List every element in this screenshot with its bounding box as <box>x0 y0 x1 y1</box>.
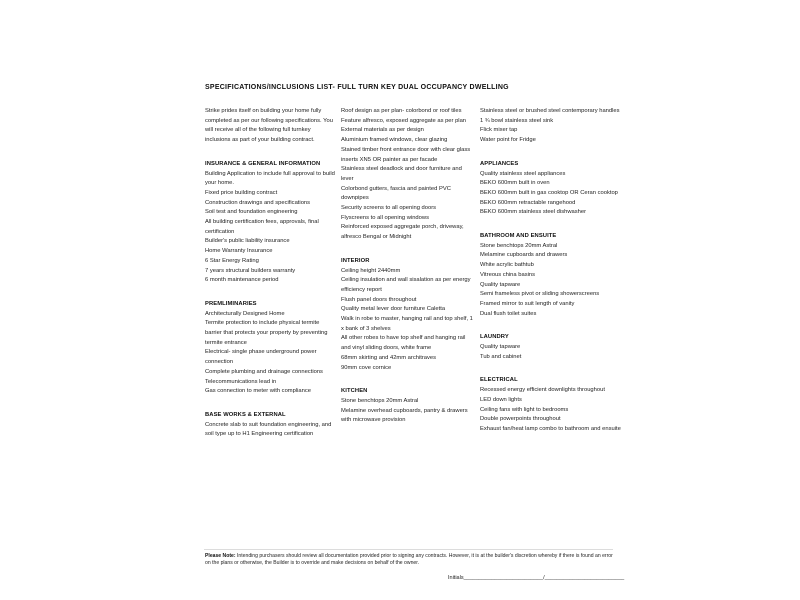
initials-blank-2[interactable]: __________________________ <box>544 575 625 581</box>
section-heading: PREMLIMINARIES <box>205 300 257 307</box>
list-item: Framed mirror to suit length of vanity <box>480 300 575 307</box>
list-item: Tub and cabinet <box>480 353 522 360</box>
list-item: Vitreous china basins <box>480 271 535 278</box>
list-item: Stone benchtops 20mm Astral <box>480 242 558 249</box>
initials-separator: / <box>543 575 545 581</box>
section-heading: BATHROOM AND ENSUITE <box>480 233 557 240</box>
list-item: Quality stainless steel appliances <box>480 170 566 177</box>
column-2 <box>341 107 480 426</box>
list-item: Aluminium framed windows, clear glazing <box>341 137 448 144</box>
list-item: Stone benchtops 20mm Astral <box>341 397 419 404</box>
section <box>341 107 480 243</box>
list-item: Colorbond gutters, fascia and painted PVC downpipes <box>341 185 451 202</box>
list-item: Strike prides itself on building your home fully completed as per our following specifications. You will receive all of the following full turnkey inclusions as part of your building contract. <box>205 108 333 144</box>
list-item: BEKO 600mm retractable rangehood <box>480 199 576 206</box>
list-item: Semi frameless pivot or sliding showerscreens <box>480 291 600 298</box>
section-heading: BASE WORKS & EXTERNAL <box>205 411 286 418</box>
section-heading: INSURANCE & GENERAL INFORMATION <box>205 160 321 167</box>
list-item: External materials as per design <box>341 127 424 134</box>
list-item: Double powerpoints throughout <box>480 416 561 423</box>
list-item: Stainless steel deadlock and door furniture and lever <box>341 166 462 182</box>
list-item: Flush panel doors throughout <box>341 296 417 303</box>
list-item: Walk in robe to master, hanging rail and top shelf, 1 x bank of 3 shelves <box>341 316 473 332</box>
section <box>341 257 480 373</box>
list-item: BEKO 600mm stainless steel dishwasher <box>480 209 586 216</box>
page-title: SPECIFICATIONS/INCLUSIONS LIST- FULL TURN KEY DUAL OCCUPANCY DWELLING <box>205 84 509 91</box>
list-item: Reinforced exposed aggregate porch, driveway, alfresco Bengal or Midnight <box>341 224 464 241</box>
list-item: Construction drawings and specifications <box>205 199 311 206</box>
list-item: Architecturally Designed Home <box>205 310 285 317</box>
list-item: Termite protection to include physical termite barrier that protects your property by preventing termite entrance <box>205 320 328 346</box>
list-item: 6 Star Energy Rating <box>205 257 259 264</box>
list-item: Quality metal lever door furniture Caletta <box>341 306 446 313</box>
section <box>480 107 627 146</box>
section <box>205 411 341 440</box>
list-item: BEKO 600mm built in oven <box>480 180 550 187</box>
list-item: Dual flush toilet suites <box>480 310 537 317</box>
section-heading: LAUNDRY <box>480 334 509 341</box>
initials-row <box>448 574 624 582</box>
list-item: Feature alfresco, exposed aggregate as per plan <box>341 117 467 124</box>
section <box>480 376 627 434</box>
list-item: LED down lights <box>480 396 522 403</box>
list-item: Soil test and foundation engineering <box>205 209 298 216</box>
list-item: Flick mixer tap <box>480 127 518 134</box>
list-item: Melamine overhead cupboards, pantry & drawers with microwave provision <box>341 407 468 424</box>
list-item: 90mm cove cornice <box>341 364 392 371</box>
list-item: Melamine cupboards and drawers <box>480 252 568 259</box>
column-3 <box>480 107 627 435</box>
column-1 <box>205 107 341 440</box>
footer-note <box>205 553 617 567</box>
section-heading: ELECTRICAL <box>480 377 518 384</box>
list-item: Builder's public liability insurance <box>205 238 290 245</box>
list-item: All building certification fees, approvals, final certification <box>205 219 319 235</box>
footer-divider <box>204 549 613 550</box>
specifications-document <box>205 84 627 440</box>
list-item: Flyscreens to all opening windows <box>341 214 429 221</box>
columns-container <box>205 107 627 440</box>
list-item: All other robes to have top shelf and hanging rail and vinyl sliding doors, white frame <box>341 335 466 352</box>
section-heading: APPLIANCES <box>480 160 519 167</box>
list-item: Ceiling fans with light to bedrooms <box>480 406 569 413</box>
list-item: Fixed price building contract <box>205 189 278 196</box>
section <box>480 333 627 362</box>
list-item: Ceiling height 2440mm <box>341 267 401 274</box>
list-item: Stained timber front entrance door with clear glass inserts XN5 OR painter as per facade <box>341 146 471 163</box>
section <box>205 300 341 397</box>
list-item: 7 years structural builders warranty <box>205 267 296 274</box>
list-item: Building Application to include full approval to build your home. <box>205 170 335 187</box>
list-item: 6 month maintenance period <box>205 277 279 284</box>
list-item: Quality tapware <box>480 281 521 288</box>
section <box>341 387 480 426</box>
list-item: Complete plumbing and drainage connections <box>205 368 323 375</box>
footer-note-label: Please Note: <box>205 553 236 559</box>
list-item: Security screens to all opening doors <box>341 205 437 212</box>
initials-label: Initials <box>448 575 464 581</box>
section-heading: KITCHEN <box>341 388 368 395</box>
initials-blank-1[interactable]: __________________________ <box>463 575 544 581</box>
list-item: Home Warranty Insurance <box>205 248 273 255</box>
section-heading: INTERIOR <box>341 257 370 264</box>
list-item: White acrylic bathtub <box>480 262 534 269</box>
list-item: Recessed energy efficient downlights throughout <box>480 387 605 394</box>
section <box>480 232 627 319</box>
list-item: Exhaust fan/heat lamp combo to bathroom and ensuite <box>480 425 621 432</box>
footer-note-body: Intending purchasers should review all documentation provided prior to signing any contracts. However, it is at the builder's discretion whereby if there is found an error on the plans or otherwise, the Builder is to override and make decisions on behalf of the owner. <box>205 553 613 566</box>
list-item: Water point for Fridge <box>480 137 536 144</box>
list-item: Stainless steel or brushed steel contemporary handles <box>480 108 620 114</box>
list-item: BEKO 600mm built in gas cooktop OR Ceran cooktop <box>480 189 618 196</box>
section <box>205 160 341 286</box>
list-item: Telecommunications lead in <box>205 378 277 385</box>
list-item: Concrete slab to suit foundation engineering, and soil type up to H1 Engineering certification <box>205 421 332 438</box>
list-item: 1 ¾ bowl stainless steel sink <box>480 117 554 124</box>
list-item: Ceiling insulation and wall sisalation as per energy efficiency report <box>341 277 471 293</box>
section <box>480 160 627 218</box>
list-item: Gas connection to meter with compliance <box>205 388 312 395</box>
list-item: Electrical- single phase underground power connection <box>205 349 317 366</box>
section <box>205 107 341 146</box>
list-item: Quality tapware <box>480 344 521 351</box>
list-item: Roof design as per plan- colorbond or roof tiles <box>341 108 462 114</box>
list-item: 68mm skirting and 42mm architraves <box>341 354 437 361</box>
